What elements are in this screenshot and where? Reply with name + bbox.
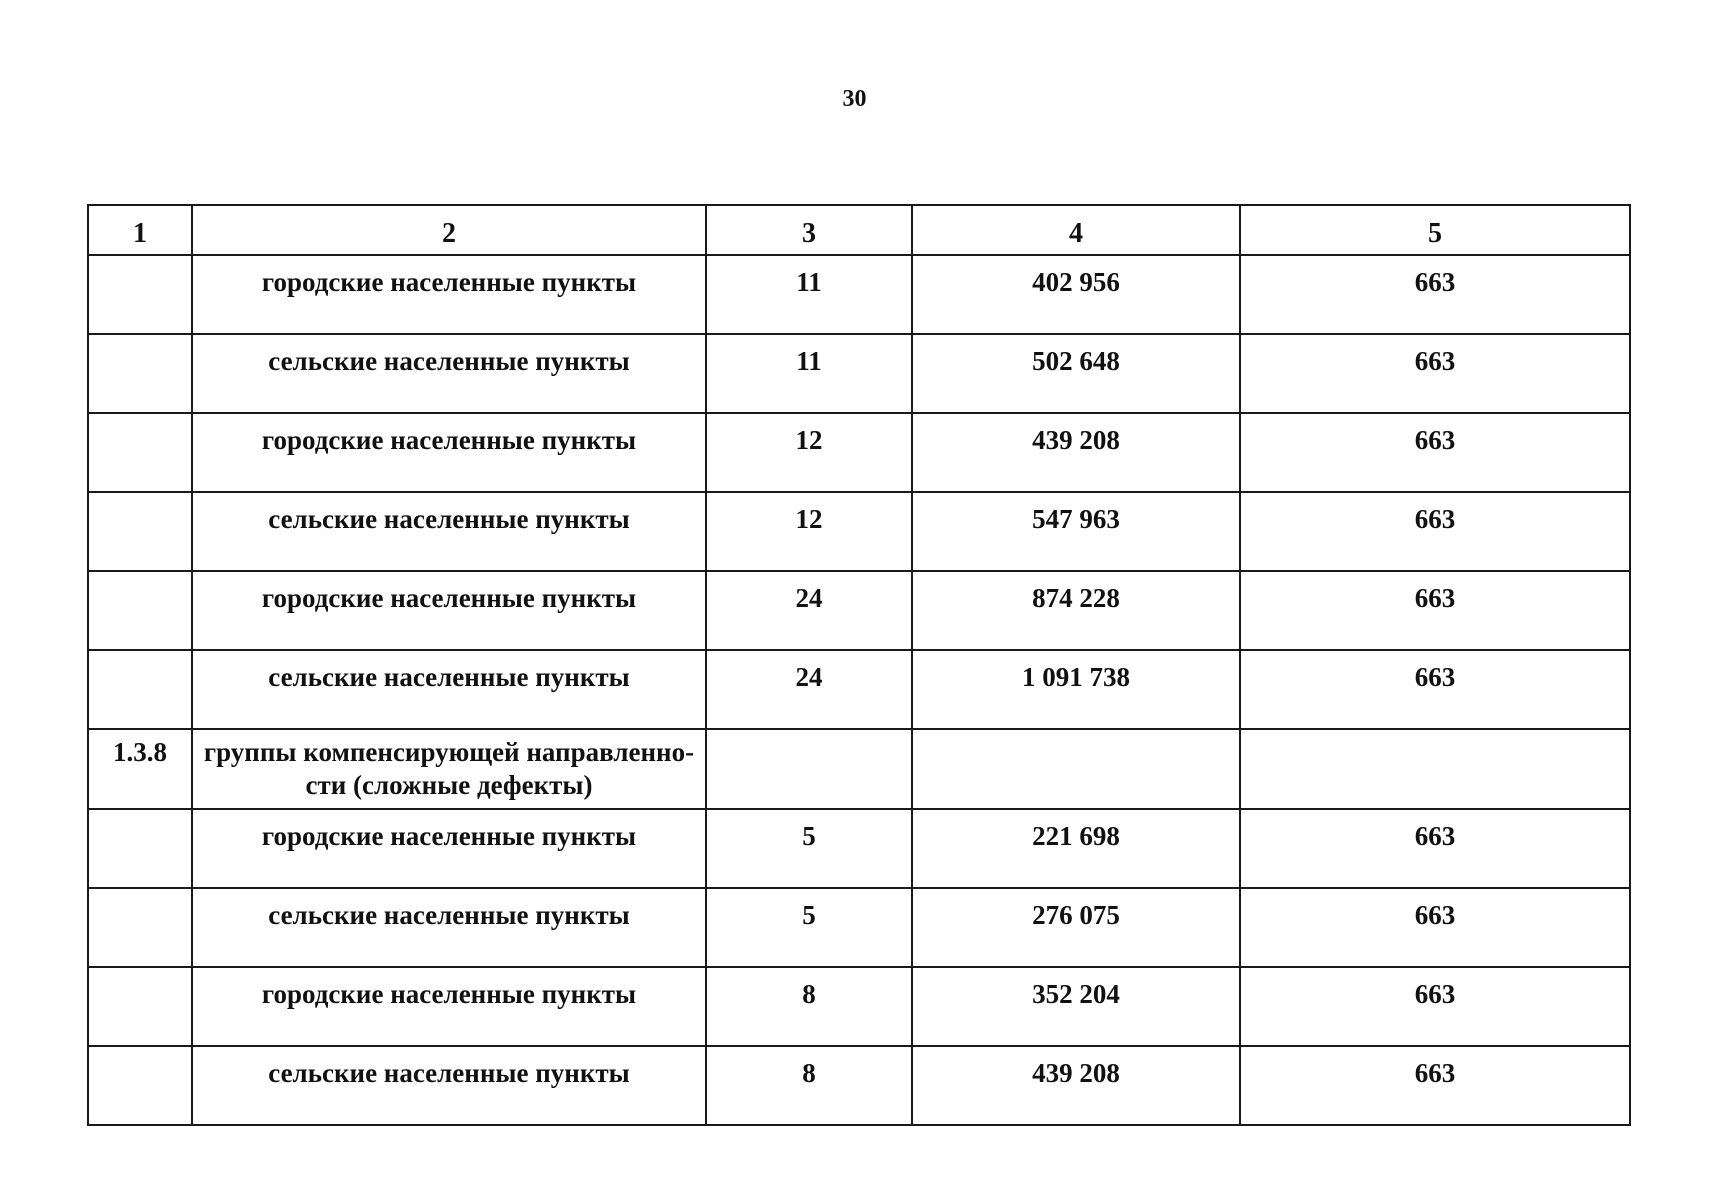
cell-settlement-type: сельские населенные пункты: [192, 334, 706, 413]
cell-col4: 874 228: [912, 571, 1240, 650]
cell-col5: 663: [1240, 809, 1630, 888]
cell-col5: 663: [1240, 413, 1630, 492]
cell-col3: [706, 729, 912, 809]
cell-section-number: 1.3.8: [88, 729, 192, 809]
cell-settlement-type: сельские населенные пункты: [192, 492, 706, 571]
cell-col5: 663: [1240, 492, 1630, 571]
table-row: [88, 571, 1630, 650]
cell-col3: 12: [706, 492, 912, 571]
cell-col5: 663: [1240, 888, 1630, 967]
cell-col3: 12: [706, 413, 912, 492]
cell-number: [88, 650, 192, 729]
cell-col3: 5: [706, 888, 912, 967]
page-number: 30: [842, 86, 867, 112]
cell-col5: 663: [1240, 1046, 1630, 1125]
cell-col4: [912, 729, 1240, 809]
header-cell-5: 5: [1240, 205, 1630, 255]
header-cell-3: 3: [706, 205, 912, 255]
cell-settlement-type: городские населенные пункты: [192, 809, 706, 888]
cell-number: [88, 967, 192, 1046]
cell-settlement-type: сельские населенные пункты: [192, 650, 706, 729]
table-row: [88, 334, 1630, 413]
cell-group-title: группы компенсирующей направленно-сти (сложные дефекты): [192, 729, 706, 809]
tariff-table: [87, 204, 1631, 1126]
cell-settlement-type: сельские населенные пункты: [192, 1046, 706, 1125]
cell-settlement-type: городские населенные пункты: [192, 413, 706, 492]
cell-col4: 439 208: [912, 1046, 1240, 1125]
cell-col3: 5: [706, 809, 912, 888]
table-row: [88, 967, 1630, 1046]
cell-col3: 8: [706, 967, 912, 1046]
table-row: [88, 650, 1630, 729]
table-row: [88, 809, 1630, 888]
cell-col5: 663: [1240, 334, 1630, 413]
table-group-row: [88, 729, 1630, 809]
table-row: [88, 413, 1630, 492]
cell-col4: 547 963: [912, 492, 1240, 571]
cell-col3: 11: [706, 255, 912, 334]
table-row: [88, 255, 1630, 334]
cell-col4: 439 208: [912, 413, 1240, 492]
cell-col3: 24: [706, 650, 912, 729]
cell-number: [88, 334, 192, 413]
header-cell-2: 2: [192, 205, 706, 255]
header-cell-1: 1: [88, 205, 192, 255]
cell-number: [88, 571, 192, 650]
table-header-row: [88, 205, 1630, 255]
cell-number: [88, 809, 192, 888]
table-row: [88, 492, 1630, 571]
table-row: [88, 888, 1630, 967]
cell-col4: 402 956: [912, 255, 1240, 334]
cell-number: [88, 255, 192, 334]
cell-col4: 352 204: [912, 967, 1240, 1046]
table-row: [88, 1046, 1630, 1125]
cell-col4: 221 698: [912, 809, 1240, 888]
header-cell-4: 4: [912, 205, 1240, 255]
cell-col4: 276 075: [912, 888, 1240, 967]
cell-col5: 663: [1240, 967, 1630, 1046]
cell-number: [88, 1046, 192, 1125]
cell-number: [88, 413, 192, 492]
cell-col4: 502 648: [912, 334, 1240, 413]
cell-number: [88, 888, 192, 967]
cell-col5: 663: [1240, 571, 1630, 650]
cell-col3: 24: [706, 571, 912, 650]
cell-settlement-type: сельские населенные пункты: [192, 888, 706, 967]
cell-settlement-type: городские населенные пункты: [192, 571, 706, 650]
cell-col3: 11: [706, 334, 912, 413]
cell-settlement-type: городские населенные пункты: [192, 255, 706, 334]
cell-col3: 8: [706, 1046, 912, 1125]
cell-col5: 663: [1240, 650, 1630, 729]
cell-col5: [1240, 729, 1630, 809]
cell-number: [88, 492, 192, 571]
cell-col4: 1 091 738: [912, 650, 1240, 729]
cell-settlement-type: городские населенные пункты: [192, 967, 706, 1046]
cell-col5: 663: [1240, 255, 1630, 334]
